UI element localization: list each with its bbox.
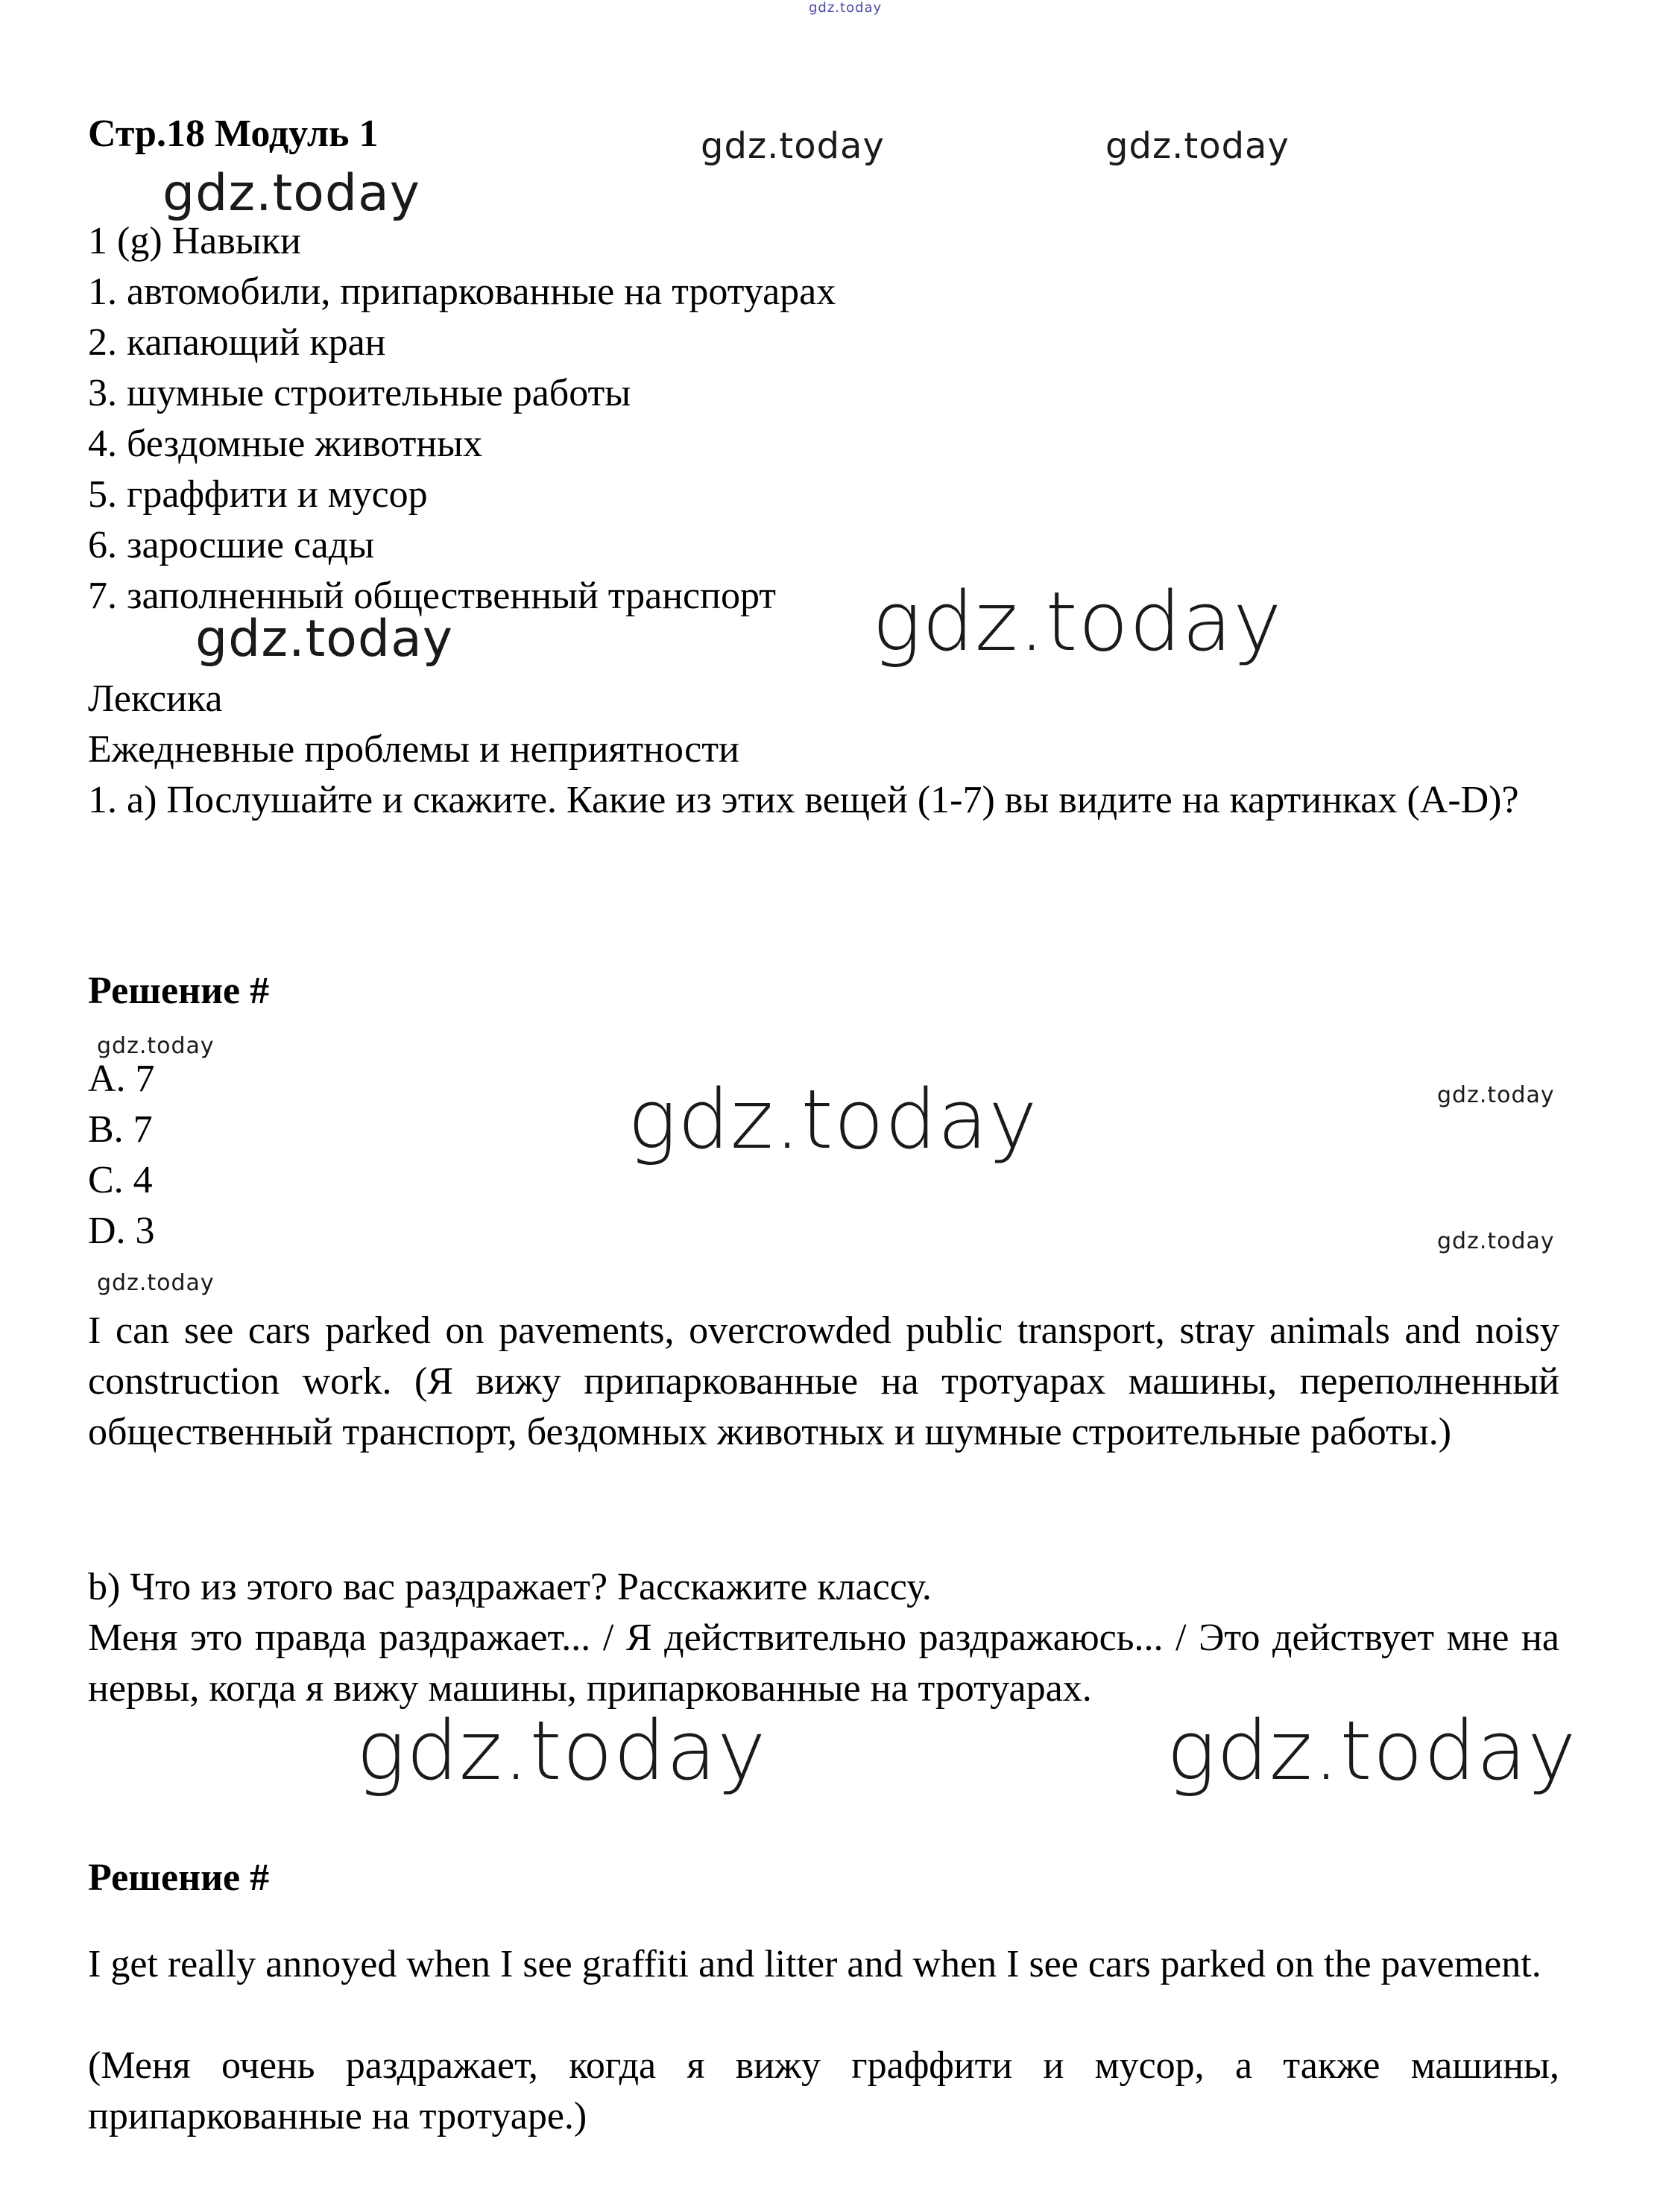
watermark: gdz.today (356, 1703, 767, 1798)
subsection-title: Ежедневные проблемы и неприятности (88, 728, 739, 771)
watermark: gdz.today (97, 1270, 215, 1296)
watermark: gdz.today (1437, 1082, 1555, 1108)
solution-heading: Решение # (88, 970, 270, 1012)
watermark: gdz.today (1105, 125, 1290, 167)
watermark: gdz.today (1437, 1228, 1555, 1254)
watermark: gdz.today (97, 1033, 215, 1059)
watermark: gdz.today (1167, 1703, 1577, 1798)
task-b-text: Меня это правда раздражает... / Я действительно раздражаюсь... / Это действует мне на нервы, когда я вижу машины, припаркованные на тротуарах. (88, 1617, 1559, 1710)
answer-item: C. 4 (88, 1159, 153, 1201)
list-item: 4. бездомные животных (88, 423, 483, 465)
solution-text: I can see cars parked on pavements, overcrowded public transport, stray animals and noisy construction work. (Я вижу припаркованные на тротуарах машины, переполненный общественный транспорт, бездомных животных и шумные строительные работы.) (88, 1309, 1559, 1453)
solution-text-en: I get really annoyed when I see graffiti and litter and when I see cars parked on the pavement. (88, 1943, 1541, 1985)
watermark: gdz.today (195, 610, 453, 669)
solution-text-ru: (Меня очень раздражает, когда я вижу граффити и мусор, а также машины, припаркованные на тротуаре.) (88, 2044, 1559, 2137)
task-heading: 1 (g) Навыки (88, 220, 301, 262)
watermark: gdz.today (628, 1072, 1038, 1167)
task-b-question: b) Что из этого вас раздражает? Расскажите классу. (88, 1566, 932, 1608)
task-question: 1. a) Послушайте и скажите. Какие из этих вещей (1-7) вы видите на картинках (A-D)? (88, 779, 1519, 821)
page-title: Стр.18 Модуль 1 (88, 113, 379, 155)
watermark: gdz.today (701, 125, 885, 167)
watermark: gdz.today (809, 0, 883, 16)
section-title: Лексика (88, 677, 223, 720)
answer-item: A. 7 (88, 1058, 155, 1100)
answer-item: D. 3 (88, 1210, 155, 1252)
list-item: 5. граффити и мусор (88, 473, 428, 516)
watermark: gdz.today (872, 574, 1283, 669)
list-item: 3. шумные строительные работы (88, 372, 631, 414)
list-item: 7. заполненный общественный транспорт (88, 575, 776, 617)
watermark: gdz.today (162, 164, 420, 223)
list-item: 1. автомобили, припаркованные на тротуарах (88, 271, 836, 313)
answer-item: B. 7 (88, 1108, 153, 1151)
list-item: 2. капающий кран (88, 321, 386, 364)
solution-heading: Решение # (88, 1856, 270, 1899)
list-item: 6. заросшие сады (88, 524, 375, 566)
